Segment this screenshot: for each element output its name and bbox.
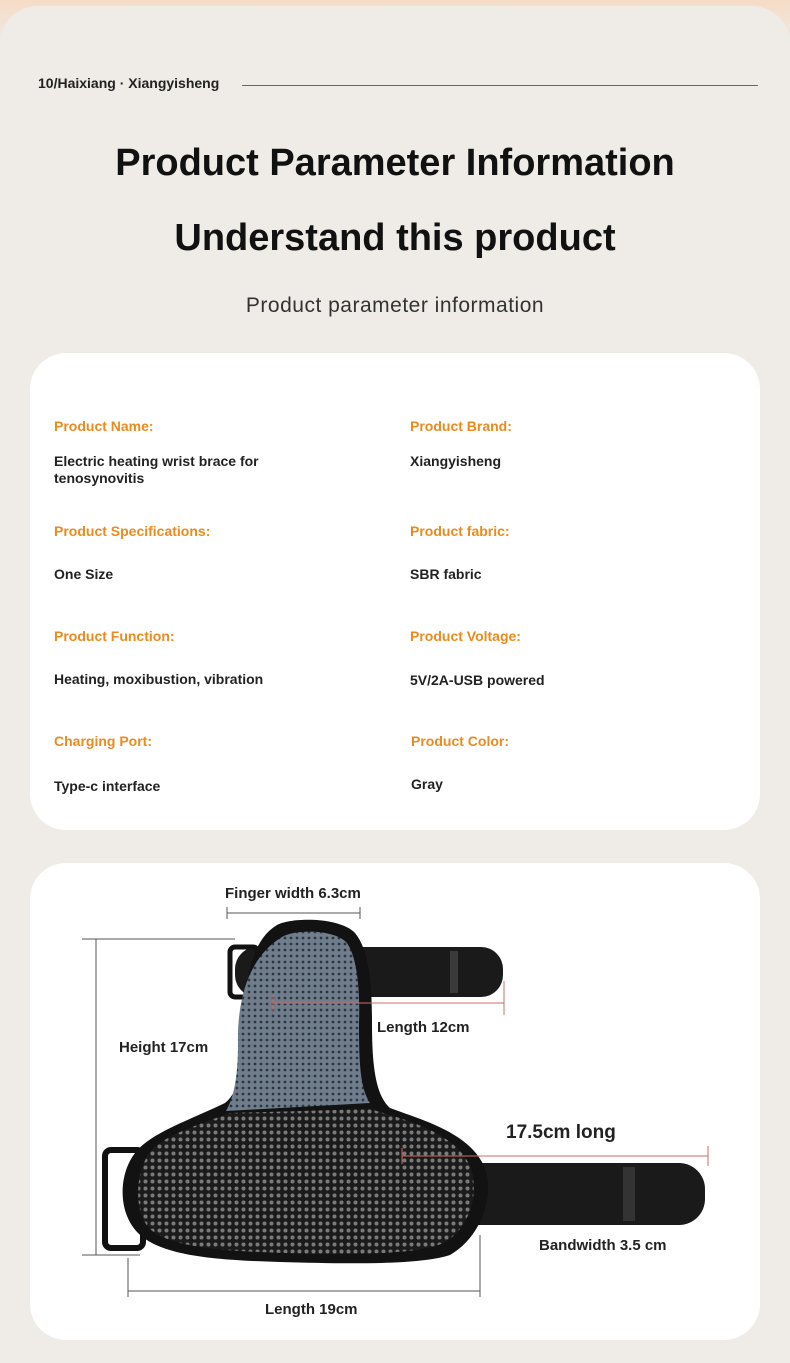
param-fabric [410, 523, 730, 583]
parameters-card [30, 353, 760, 830]
dimensions-card [30, 863, 760, 1340]
breadcrumb [38, 75, 758, 95]
param-specs [54, 523, 374, 583]
page-title: Product Parameter Information [115, 142, 675, 184]
param-label: Product Voltage: [410, 628, 521, 644]
param-function [54, 628, 374, 688]
page-subtitle-heading: Understand this product [174, 217, 616, 259]
param-label: Product Function: [54, 628, 175, 644]
section-subtitle: Product parameter information [245, 294, 545, 317]
param-label: Product Specifications: [54, 523, 211, 539]
strap-length-label: Length 12cm [377, 1019, 470, 1036]
param-voltage [410, 628, 730, 689]
param-value: One Size [54, 566, 114, 582]
param-color [411, 733, 731, 793]
bandwidth-label: Bandwidth 3.5 cm [539, 1237, 667, 1254]
header-divider [242, 85, 758, 86]
body-length-label: Length 19cm [265, 1301, 358, 1318]
param-value: Electric heating wrist brace for tenosynovitis [54, 453, 259, 486]
param-label: Charging Port: [54, 733, 152, 749]
param-value: Heating, moxibustion, vibration [54, 671, 264, 687]
param-value: 5V/2A-USB powered [410, 672, 545, 688]
param-port [54, 733, 374, 795]
param-value: Xiangyisheng [410, 453, 502, 469]
param-label: Product Color: [411, 733, 509, 749]
param-label: Product Name: [54, 418, 154, 434]
param-brand [410, 418, 730, 470]
finger-width-label: Finger width 6.3cm [225, 885, 361, 902]
param-value: Type-c interface [54, 778, 161, 794]
breadcrumb-text: 10/Haixiang · Xiangyisheng [38, 75, 220, 91]
param-label: Product Brand: [410, 418, 512, 434]
param-value: SBR fabric [410, 566, 482, 582]
param-value: Gray [411, 776, 443, 792]
height-label: Height 17cm [119, 1039, 209, 1056]
param-name [54, 418, 374, 487]
long-label: 17.5cm long [506, 1122, 616, 1143]
param-label: Product fabric: [410, 523, 510, 539]
wrist-brace-drawing [30, 863, 760, 1340]
